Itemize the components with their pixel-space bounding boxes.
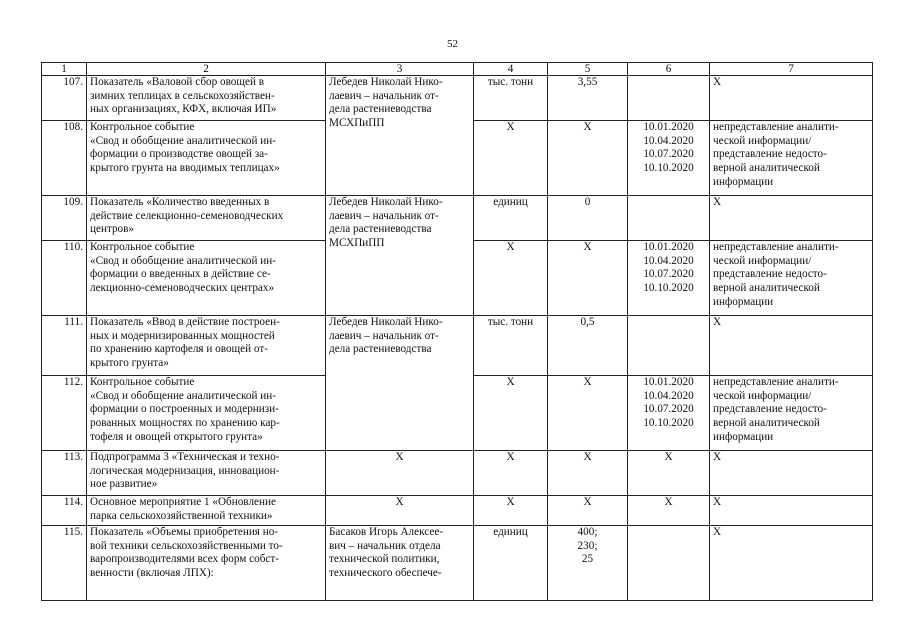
date-line: 10.04.2020	[643, 389, 694, 402]
dates-cell	[628, 196, 710, 241]
date-line: 10.10.2020	[643, 282, 694, 295]
table-row	[42, 496, 873, 526]
value-cell	[548, 496, 628, 526]
responsible-line: дела растениеводства	[329, 223, 432, 236]
description-line: крытого грунта»	[90, 357, 169, 370]
plan-table	[41, 62, 873, 601]
responsible-line: Лебедев Николай Нико-	[329, 196, 443, 208]
header-cell: 5	[548, 63, 628, 76]
description-line: лекционно-семеноводческих центрах»	[90, 282, 275, 295]
header-cell: 1	[42, 63, 87, 76]
description-line: ных организациях, КФХ, включая ИП»	[90, 103, 277, 116]
note-line: верной аналитической	[713, 417, 820, 430]
header-cell: 6	[628, 63, 710, 76]
unit-cell: Х	[474, 241, 548, 316]
responsible-line: дела растениеводства	[329, 103, 432, 116]
header-row	[42, 63, 873, 76]
value-line: Х	[583, 376, 592, 388]
description-line: венности (включая ЛПХ):	[90, 567, 214, 580]
note-line: представление недосто-	[713, 148, 827, 161]
row-number-cell: 109.	[42, 196, 87, 241]
responsible-line: лаевич – начальник от-	[329, 89, 439, 102]
row-number-cell: 112.	[42, 376, 87, 451]
unit-cell: Х	[474, 451, 548, 496]
table-row	[42, 76, 873, 121]
description-line: зимних теплицах в сельскохозяйствен-	[90, 89, 275, 102]
date-line: 10.01.2020	[643, 121, 694, 133]
responsible-cell	[326, 496, 474, 526]
description-cell	[87, 496, 326, 526]
responsible-line: МСХПиПП	[329, 237, 385, 250]
description-line: формации о введенных в действие се-	[90, 268, 271, 281]
description-line: варопроизводителями всех форм собст-	[90, 553, 279, 566]
note-line: верной аналитической	[713, 162, 820, 175]
note-line: непредставление аналити-	[713, 376, 839, 388]
value-line: 0,5	[580, 316, 595, 328]
value-line: Х	[583, 121, 592, 133]
unit-cell: тыс. тонн	[474, 316, 548, 376]
value-cell	[548, 196, 628, 241]
value-line: 230;	[577, 539, 598, 552]
unit-cell: тыс. тонн	[474, 76, 548, 121]
description-line: действие селекционно-семеноводческих	[90, 209, 284, 222]
responsible-cell	[326, 316, 474, 451]
date-line: 10.01.2020	[643, 241, 694, 253]
date-line: Х	[664, 496, 673, 508]
responsible-line: Лебедев Николай Нико-	[329, 316, 443, 328]
value-line: 400;	[577, 526, 598, 538]
note-line: непредставление аналити-	[713, 241, 839, 253]
value-cell	[548, 316, 628, 376]
note-line: Х	[713, 76, 722, 88]
table-row	[42, 451, 873, 496]
note-line: ческой информации/	[713, 254, 812, 267]
note-line: непредставление аналити-	[713, 121, 839, 133]
header-cell: 4	[474, 63, 548, 76]
responsible-line: дела растениеводства	[329, 343, 432, 356]
value-cell	[548, 376, 628, 451]
responsible-cell	[326, 196, 474, 316]
description-line: Показатель «Ввод в действие построен-	[90, 316, 280, 328]
description-line: ных и модернизированных мощностей	[90, 329, 275, 342]
responsible-line: Х	[395, 451, 404, 463]
description-cell	[87, 526, 326, 601]
header-cell: 3	[326, 63, 474, 76]
description-line: Показатель «Количество введенных в	[90, 196, 270, 208]
responsible-line: технической политики,	[329, 553, 440, 566]
date-line: 10.01.2020	[643, 376, 694, 388]
note-cell	[710, 376, 873, 451]
date-line: 10.10.2020	[643, 417, 694, 430]
description-cell	[87, 376, 326, 451]
dates-cell	[628, 451, 710, 496]
responsible-cell	[326, 451, 474, 496]
description-line: Показатель «Объемы приобретения но-	[90, 526, 279, 538]
dates-cell	[628, 526, 710, 601]
value-line: Х	[583, 451, 592, 463]
description-line: рованных мощностях по хранению кар-	[90, 417, 280, 430]
dates-cell	[628, 76, 710, 121]
description-line: Контрольное событие	[90, 241, 195, 253]
note-cell	[710, 316, 873, 376]
dates-cell	[628, 496, 710, 526]
dates-cell	[628, 241, 710, 316]
note-line: представление недосто-	[713, 403, 827, 416]
responsible-cell	[326, 526, 474, 601]
note-line: Х	[713, 526, 722, 538]
row-number-cell: 113.	[42, 451, 87, 496]
row-number-cell: 114.	[42, 496, 87, 526]
responsible-line: МСХПиПП	[329, 117, 385, 130]
note-cell	[710, 496, 873, 526]
unit-cell: единиц	[474, 526, 548, 601]
note-cell	[710, 76, 873, 121]
description-line: Показатель «Валовой сбор овощей в	[90, 76, 265, 88]
note-cell	[710, 121, 873, 196]
description-line: Основное мероприятие 1 «Обновление	[90, 496, 276, 508]
row-number-cell: 108.	[42, 121, 87, 196]
unit-cell: Х	[474, 121, 548, 196]
description-line: формации о производстве овощей за-	[90, 148, 268, 161]
date-line: 10.10.2020	[643, 162, 694, 175]
description-cell	[87, 196, 326, 241]
unit-cell: единиц	[474, 196, 548, 241]
row-number-cell: 111.	[42, 316, 87, 376]
value-line: 3,55	[577, 76, 598, 88]
note-cell	[710, 451, 873, 496]
description-line: парка сельскохозяйственной техники»	[90, 509, 273, 522]
description-line: логическая модернизация, инновацион-	[90, 464, 280, 477]
unit-cell: Х	[474, 496, 548, 526]
description-cell	[87, 241, 326, 316]
description-line: ное развитие»	[90, 478, 158, 491]
note-line: верной аналитической	[713, 282, 820, 295]
responsible-line: Басаков Игорь Алексее-	[329, 526, 444, 538]
dates-cell	[628, 376, 710, 451]
note-line: ческой информации/	[713, 134, 812, 147]
note-cell	[710, 526, 873, 601]
value-cell	[548, 121, 628, 196]
description-line: центров»	[90, 223, 135, 236]
value-cell	[548, 526, 628, 601]
date-line: Х	[664, 451, 673, 463]
note-line: информации	[713, 295, 774, 308]
header-cell: 7	[710, 63, 873, 76]
header-cell: 2	[87, 63, 326, 76]
description-line: «Свод и обобщение аналитической ин-	[90, 254, 276, 267]
description-cell	[87, 451, 326, 496]
value-line: Х	[583, 241, 592, 253]
date-line: 10.07.2020	[643, 148, 694, 161]
note-line: представление недосто-	[713, 268, 827, 281]
responsible-line: Лебедев Николай Нико-	[329, 76, 443, 88]
date-line: 10.04.2020	[643, 254, 694, 267]
responsible-line: лаевич – начальник от-	[329, 329, 439, 342]
description-cell	[87, 121, 326, 196]
responsible-cell	[326, 76, 474, 196]
note-line: информации	[713, 430, 774, 443]
description-cell	[87, 316, 326, 376]
note-line: Х	[713, 196, 722, 208]
value-line: 25	[581, 553, 594, 566]
value-line: 0	[584, 196, 591, 208]
responsible-line: Х	[395, 496, 404, 508]
note-line: Х	[713, 316, 722, 328]
page-number: 52	[447, 38, 458, 50]
dates-cell	[628, 316, 710, 376]
row-number-cell: 110.	[42, 241, 87, 316]
note-line: информации	[713, 175, 774, 188]
description-line: Подпрограмма 3 «Техническая и техно-	[90, 451, 280, 463]
note-line: Х	[713, 496, 722, 508]
description-line: «Свод и обобщение аналитической ин-	[90, 134, 276, 147]
note-line: Х	[713, 451, 722, 463]
value-line: Х	[583, 496, 592, 508]
description-line: Контрольное событие	[90, 121, 195, 133]
value-cell	[548, 76, 628, 121]
description-line: тофеля и овощей открытого грунта»	[90, 430, 263, 443]
responsible-line: технического обеспече-	[329, 567, 442, 580]
description-line: «Свод и обобщение аналитической ин-	[90, 389, 276, 402]
note-cell	[710, 241, 873, 316]
note-line: ческой информации/	[713, 389, 812, 402]
date-line: 10.04.2020	[643, 134, 694, 147]
value-cell	[548, 241, 628, 316]
description-line: формации о построенных и модернизи-	[90, 403, 279, 416]
table-row	[42, 526, 873, 601]
responsible-line: лаевич – начальник от-	[329, 209, 439, 222]
description-line: Контрольное событие	[90, 376, 195, 388]
description-cell	[87, 76, 326, 121]
date-line: 10.07.2020	[643, 268, 694, 281]
description-line: по хранению картофеля и овощей от-	[90, 343, 268, 356]
row-number-cell: 107.	[42, 76, 87, 121]
table-row	[42, 316, 873, 376]
description-line: вой техники сельскохозяйственными то-	[90, 539, 283, 552]
description-line: крытого грунта на вводимых теплицах»	[90, 162, 280, 175]
value-cell	[548, 451, 628, 496]
responsible-line: вич – начальник отдела	[329, 539, 441, 552]
unit-cell: Х	[474, 376, 548, 451]
note-cell	[710, 196, 873, 241]
row-number-cell: 115.	[42, 526, 87, 601]
dates-cell	[628, 121, 710, 196]
table-row	[42, 196, 873, 241]
date-line: 10.07.2020	[643, 403, 694, 416]
